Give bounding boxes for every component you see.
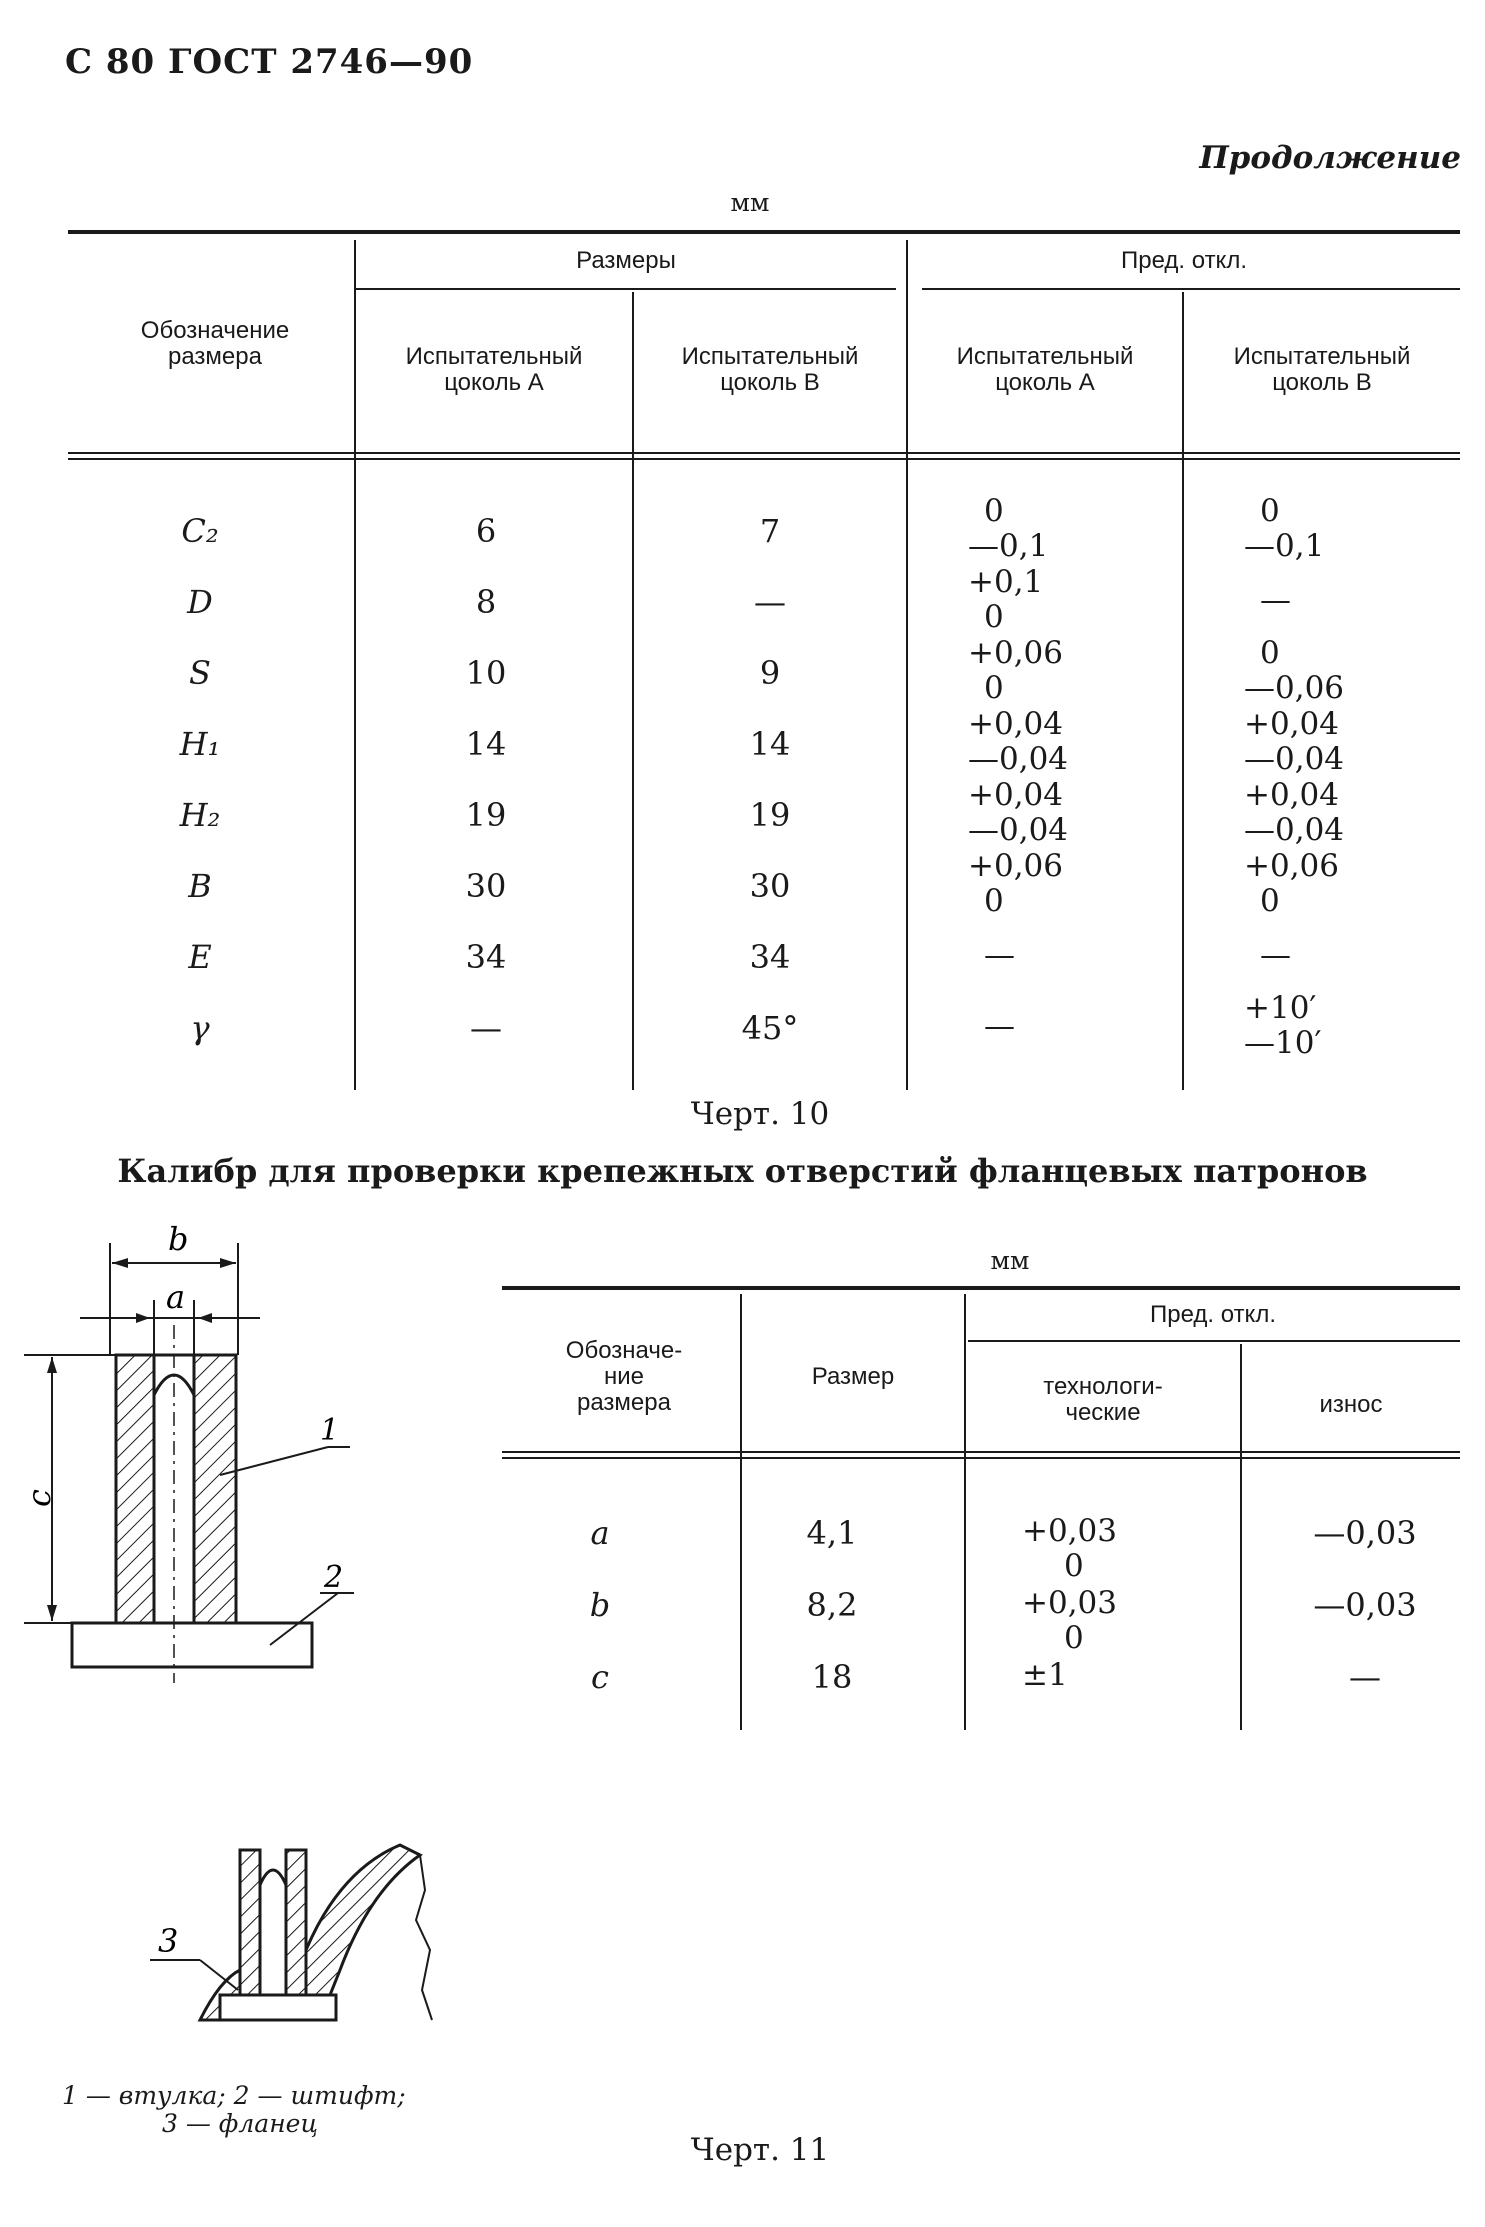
legend-line: 3 — фланец — [162, 2109, 318, 2138]
deviation-line: +0,06 — [1244, 848, 1339, 884]
table1-dev-group-rule — [922, 288, 1460, 290]
deviation-line: +0,1 — [968, 564, 1044, 600]
header-line: Обозначе- — [565, 1337, 683, 1364]
deviation-line: 0 — [1064, 1548, 1084, 1584]
deviation-line: +0,03 — [1022, 1513, 1117, 1549]
deviation-line: ±1 — [1022, 1657, 1068, 1693]
deviation-line: — — [984, 1008, 1015, 1044]
deviation-cell — [968, 938, 1148, 973]
header-line: ческие — [1065, 1399, 1141, 1426]
table2-col-sep — [964, 1294, 966, 1730]
row-symbol: D — [187, 583, 213, 621]
header-line: технологи- — [1043, 1373, 1163, 1400]
header-line: цоколь А — [995, 369, 1095, 396]
section-title: Калибр для проверки крепежных отверстий фланцевых патронов — [117, 1152, 1368, 1190]
page-header: С 80 ГОСТ 2746—90 — [65, 42, 474, 82]
wear-cell: —0,03 — [1313, 1586, 1417, 1624]
row-symbol: H₁ — [179, 725, 221, 763]
part-2-label: 2 — [324, 1560, 344, 1595]
row-symbol: H₂ — [179, 796, 221, 834]
size-cell-a: 19 — [465, 796, 507, 834]
row-symbol: C₂ — [181, 512, 219, 550]
part-1-label: 1 — [320, 1413, 340, 1448]
size-cell-a: 30 — [465, 867, 507, 905]
table2-header-rule-2 — [502, 1457, 1460, 1459]
deviation-line: 0 — [1260, 635, 1280, 671]
row-symbol: c — [591, 1658, 609, 1696]
deviation-line: 0 — [984, 493, 1004, 529]
deviation-line: —0,1 — [1244, 528, 1325, 564]
deviation-cell — [968, 636, 1148, 706]
deviation-cell — [968, 707, 1148, 777]
deviation-cell — [968, 565, 1148, 635]
dim-c-label: c — [20, 1489, 58, 1507]
header-line: Испытательный — [405, 343, 583, 370]
size-cell-a: 14 — [465, 725, 507, 763]
row-symbol: E — [188, 938, 212, 976]
deviation-line: 0 — [984, 670, 1004, 706]
deviation-line: —10′ — [1244, 1025, 1322, 1061]
deviation-line: +0,04 — [968, 777, 1063, 813]
deviation-line: —0,06 — [1244, 670, 1345, 706]
figure-caption-11: Черт. 11 — [690, 2132, 830, 2168]
table1-col-sep — [1182, 292, 1184, 1090]
header-line: размера — [168, 343, 262, 370]
deviation-line: +0,04 — [968, 706, 1063, 742]
deviation-line: — — [984, 937, 1015, 973]
deviation-cell — [1022, 1658, 1202, 1693]
header-line: цоколь В — [1272, 369, 1372, 396]
deviation-cell — [968, 494, 1148, 564]
deviation-cell — [1244, 707, 1424, 777]
table2-col-symbol-header — [510, 1338, 738, 1416]
deviation-line: —0,1 — [968, 528, 1049, 564]
wear-cell: — — [1349, 1658, 1381, 1696]
legend — [62, 2082, 462, 2138]
deviation-cell — [1244, 583, 1424, 618]
table1-sizes-group-rule — [356, 288, 896, 290]
row-symbol: B — [188, 867, 212, 905]
deviation-cell — [1244, 494, 1424, 564]
table1-group-sizes: Размеры — [576, 247, 676, 274]
deviation-line: —0,04 — [968, 741, 1069, 777]
table1-sub-b — [634, 344, 906, 396]
header-line: Испытательный — [681, 343, 859, 370]
size-cell: 18 — [811, 1658, 853, 1696]
size-cell-b: 19 — [749, 796, 791, 834]
table2-col-size-header: Размер — [811, 1363, 895, 1390]
deviation-cell — [1022, 1586, 1202, 1656]
table1-unit: мм — [730, 188, 770, 217]
header-line: Испытательный — [956, 343, 1134, 370]
table2-unit: мм — [990, 1246, 1030, 1275]
size-cell-a: 34 — [465, 938, 507, 976]
header-line: цоколь В — [720, 369, 820, 396]
deviation-cell — [1244, 778, 1424, 848]
table2-header-rule-1 — [502, 1451, 1460, 1453]
figure-caption-10: Черт. 10 — [690, 1096, 830, 1132]
header-line: Обозначение — [140, 317, 290, 344]
row-symbol: γ — [190, 1009, 210, 1047]
dim-b-label: b — [168, 1220, 189, 1258]
deviation-line: +0,03 — [1022, 1585, 1117, 1621]
deviation-line: 0 — [1064, 1620, 1084, 1656]
table1-header-rule-1 — [68, 452, 1460, 454]
deviation-cell — [1022, 1514, 1202, 1584]
table2-group-deviations: Пред. откл. — [1149, 1301, 1276, 1328]
size-cell-b: 14 — [749, 725, 791, 763]
size-cell: 4,1 — [806, 1514, 858, 1552]
row-symbol: b — [589, 1586, 611, 1624]
size-cell-a: 6 — [475, 512, 497, 550]
dim-a-label: a — [166, 1278, 186, 1316]
wear-cell: —0,03 — [1313, 1514, 1417, 1552]
table1-sub-dev-a — [908, 344, 1182, 396]
size-cell-b: — — [754, 583, 786, 621]
deviation-line: +0,04 — [1244, 706, 1339, 742]
deviation-line: +0,06 — [968, 848, 1063, 884]
header-line: цоколь А — [444, 369, 544, 396]
deviation-cell — [968, 778, 1148, 848]
deviation-line: —0,04 — [968, 812, 1069, 848]
deviation-line: 0 — [1260, 493, 1280, 529]
table1-header-rule-2 — [68, 458, 1460, 460]
deviation-line: —0,04 — [1244, 741, 1345, 777]
header-line: размера — [577, 1389, 671, 1416]
flange-drawing — [140, 1830, 440, 2030]
deviation-line: — — [1260, 582, 1291, 618]
size-cell-a: 8 — [475, 583, 497, 621]
row-symbol: a — [590, 1514, 610, 1552]
deviation-cell — [1244, 938, 1424, 973]
deviation-line: — — [1260, 937, 1291, 973]
part-3-label: 3 — [158, 1922, 179, 1960]
size-cell-b: 9 — [759, 654, 781, 692]
deviation-line: +10′ — [1244, 990, 1317, 1026]
table2-sub-wear: износ — [1319, 1391, 1383, 1418]
deviation-line: —0,04 — [1244, 812, 1345, 848]
size-cell: 8,2 — [806, 1586, 858, 1624]
size-cell-b: 34 — [749, 938, 791, 976]
deviation-cell — [1244, 991, 1424, 1061]
size-cell-b: 7 — [759, 512, 781, 550]
table2-top-rule — [502, 1286, 1460, 1290]
legend-line: 1 — втулка; 2 — штифт; — [62, 2081, 406, 2110]
table2-dev-group-rule — [968, 1340, 1460, 1342]
deviation-cell — [1244, 849, 1424, 919]
deviation-line: 0 — [984, 599, 1004, 635]
header-line: ние — [603, 1363, 644, 1390]
table1-group-deviations: Пред. откл. — [1120, 247, 1247, 274]
table1-sub-a — [356, 344, 632, 396]
table1-top-rule — [68, 230, 1460, 234]
deviation-line: 0 — [1260, 883, 1280, 919]
deviation-cell — [968, 1009, 1148, 1044]
deviation-cell — [968, 849, 1148, 919]
gauge-drawing — [20, 1215, 440, 1685]
table2-sub-tech — [966, 1374, 1240, 1426]
continuation-label: Продолжение — [1199, 140, 1461, 176]
table1-col-symbol-header — [80, 318, 350, 370]
size-cell-a: 10 — [465, 654, 507, 692]
header-line: Испытательный — [1233, 343, 1411, 370]
row-symbol: S — [189, 654, 211, 692]
size-cell-b: 45° — [741, 1009, 799, 1047]
deviation-line: 0 — [984, 883, 1004, 919]
table1-sub-dev-b — [1184, 344, 1460, 396]
deviation-line: +0,06 — [968, 635, 1063, 671]
size-cell-a: — — [470, 1009, 502, 1047]
size-cell-b: 30 — [749, 867, 791, 905]
deviation-cell — [1244, 636, 1424, 706]
deviation-line: +0,04 — [1244, 777, 1339, 813]
